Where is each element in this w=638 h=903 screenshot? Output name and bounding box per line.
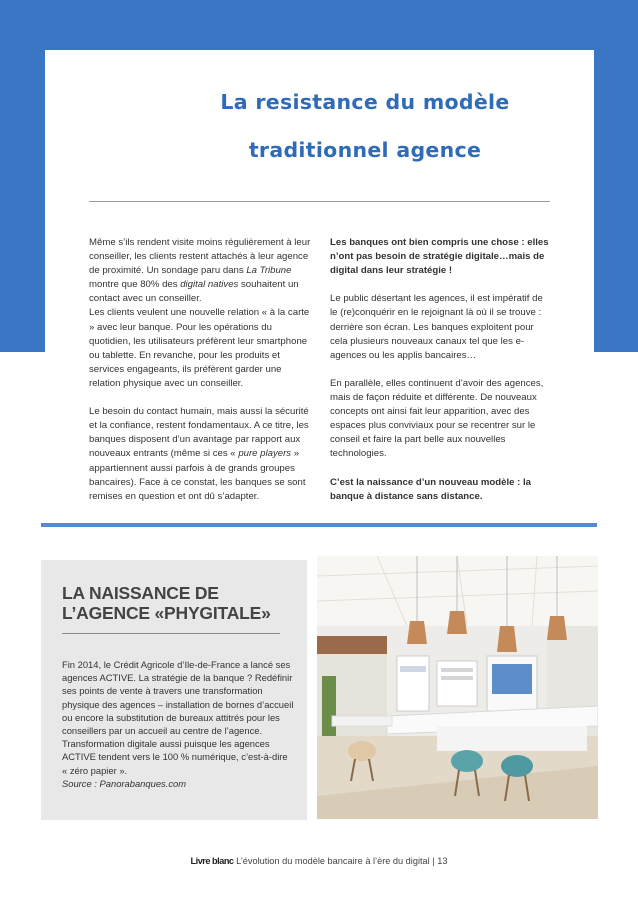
sidebox-title — [62, 583, 302, 623]
left-column — [89, 236, 311, 504]
right-paragraph-1: Les banques ont bien compris une chose : elles n’ont pas besoin de stratégie digitale…mais de digital dans leur stratégie ! — [330, 237, 549, 277]
title-divider — [89, 201, 550, 202]
sidebox-source: Source : Panorabanques.com — [62, 777, 187, 789]
footer-subtitle: L’évolution du modèle bancaire à l’ère du digital — [236, 856, 430, 866]
footer-brand: Livre blanc — [190, 856, 234, 866]
sidebox-title-line2: L’AGENCE «PHYGITALE» — [62, 603, 271, 623]
sidebox-divider — [62, 633, 280, 634]
sidebox-text: Fin 2014, le Crédit Agricole d’Ile-de-France a lancé ses agences ACTIVE. La stratégie de la banque ? Redéfinir ses points de vente à travers une transformation physique des agences – installation de bornes d’accueil ou encore la substitution de bureaux attitrés pour les conseillers par un accueil au centre de l’agence. Transformation digitale aussi puisque les agences ACTIVE tendent vers le 100 % numérique, c’est-à-dire « zéro papier ». — [62, 659, 294, 776]
footer-page-number: 13 — [437, 856, 448, 866]
page-footer — [0, 856, 638, 866]
section-separator — [41, 523, 597, 527]
right-paragraph-2: Le public désertant les agences, il est impératif de le (re)conquérir en le rejoignant là où il se trouve : derrière son écran. Les banques exploitent pour cela plusieurs nouveaux canaux tel que les e-agences ou les applis bancaires… — [330, 293, 543, 361]
left-paragraph-3: Le besoin du contact humain, mais aussi la sécurité et la confiance, restent fondamentaux. A ce titre, les banques disposent d’un avantage par rapport aux nouveaux entrants (même si ces « pure players » appartiennent aussi parfois à de grands groupes bancaires). Face à ce constat, les banques se sont remises en question et ont dû s’adapter. — [89, 406, 309, 502]
right-column — [330, 236, 552, 504]
right-paragraph-4: C’est la naissance d’un nouveau modèle : la banque à distance sans distance. — [330, 476, 531, 502]
agency-interior-photo — [317, 556, 598, 819]
left-paragraph-1: Même s’ils rendent visite moins régulièrement à leur conseiller, les clients restent attachés à leur agence de proximité. Un sondage paru dans La Tribune montre que 80% des digital natives souhaitent un contact avec un conseiller. — [89, 237, 311, 305]
sidebox-title-line1: LA NAISSANCE DE — [62, 583, 219, 603]
left-paragraph-2: Les clients veulent une nouvelle relation « à la carte » avec leur banque. Pour les opérations du quotidien, les utilisateurs préfèrent leur smartphone ou tablette. En revanche, pour les produits et services engageants, ils préfèrent garder une relation physique avec un conseiller. — [89, 307, 310, 389]
page-title-line2: traditionnel agence — [248, 138, 482, 162]
right-paragraph-3: En parallèle, elles continuent d’avoir des agences, mais de façon réduite et différente. De nouveaux concepts ont ainsi fait leur apparition, avec des espaces plus conviviaux pour se recentrer sur le conseil et faire la part belle aux nouvelles technologies. — [330, 377, 544, 460]
sidebox-text-block — [62, 658, 294, 790]
footer-divider: | — [432, 856, 435, 866]
page-title-line1: La resistance du modèle — [220, 90, 510, 114]
